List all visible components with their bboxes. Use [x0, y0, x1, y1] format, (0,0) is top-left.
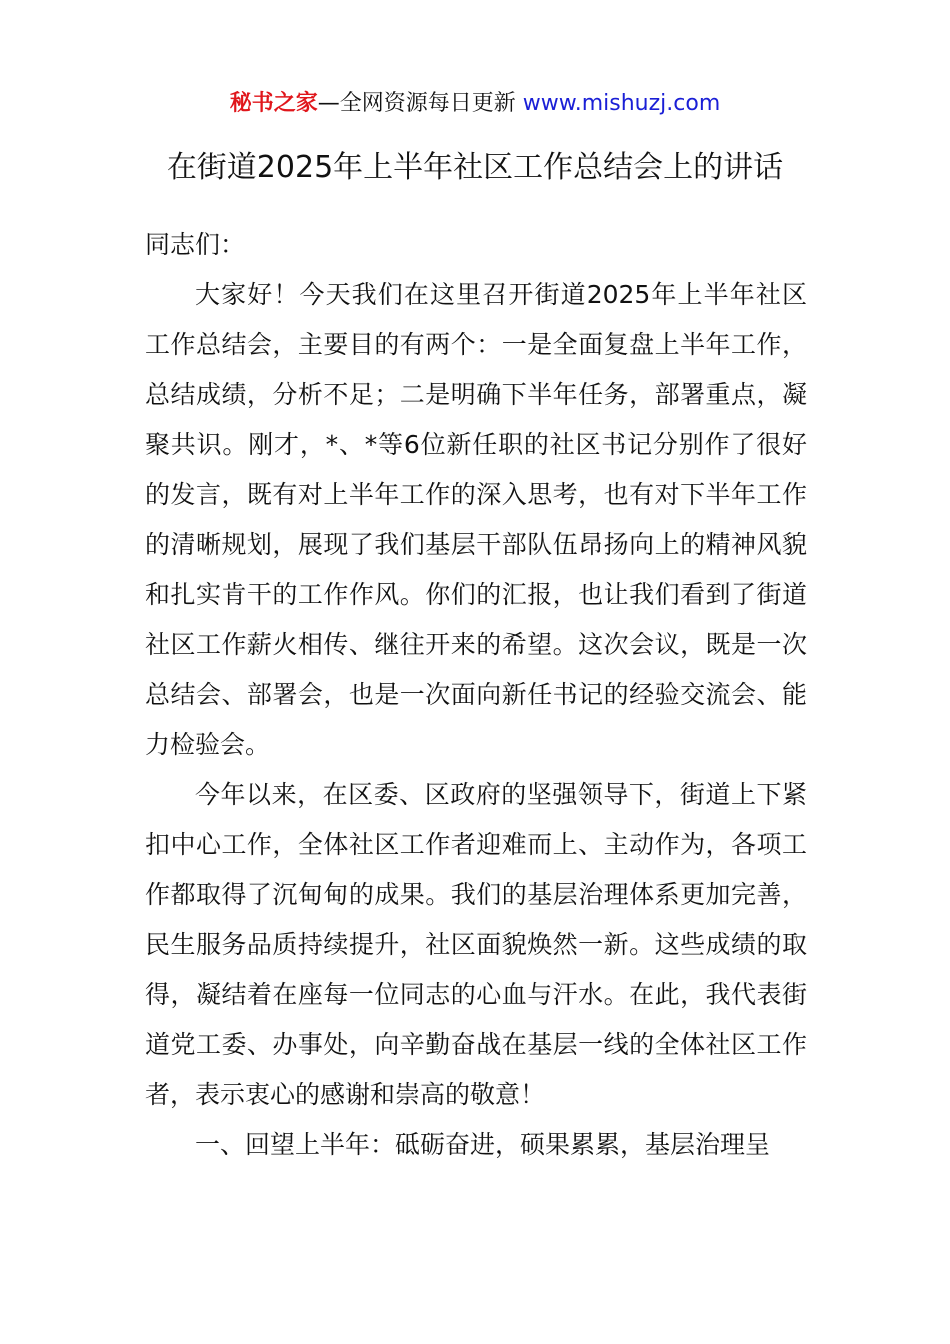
brand-name: 秘书之家	[229, 91, 318, 116]
section-heading: 一、回望上半年：砥砺奋进，硕果累累，基层治理呈	[195, 1130, 771, 1159]
salutation: 同志们：	[145, 230, 246, 259]
body-paragraph-2: 今年以来，在区委、区政府的坚强领导下，街道上下紧扣中心工作，全体社区工作者迎难而上、主动作为，各项工作都取得了沉甸甸的成果。我们的基层治理体系更加完善，民生服务品质持续提升，社区面貌焕然一新。这些成绩的取得，凝结着在座每一位同志的心血与汗水。在此，我代表街道党工委、办事处，向辛勤奋战在基层一线的全体社区工作者，表示衷心的感谢和崇高的敬意！	[145, 780, 807, 1109]
document-body	[145, 220, 807, 1170]
header-tagline: —全网资源每日更新	[317, 91, 523, 116]
site-url-link[interactable]: www.mishuzj.com	[522, 91, 721, 116]
document-title: 在街道2025年上半年社区工作总结会上的讲话	[166, 150, 784, 185]
body-paragraph-1: 大家好！今天我们在这里召开街道2025年上半年社区工作总结会，主要目的有两个：一是全面复盘上半年工作，总结成绩，分析不足；二是明确下半年任务，部署重点，凝聚共识。刚才，*、*等6位新任职的社区书记分别作了很好的发言，既有对上半年工作的深入思考，也有对下半年工作的清晰规划，展现了我们基层干部队伍昂扬向上的精神风貌和扎实肯干的工作作风。你们的汇报，也让我们看到了街道社区工作薪火相传、继往开来的希望。这次会议，既是一次总结会、部署会，也是一次面向新任书记的经验交流会、能力检验会。	[145, 280, 807, 759]
site-header	[0, 86, 950, 122]
